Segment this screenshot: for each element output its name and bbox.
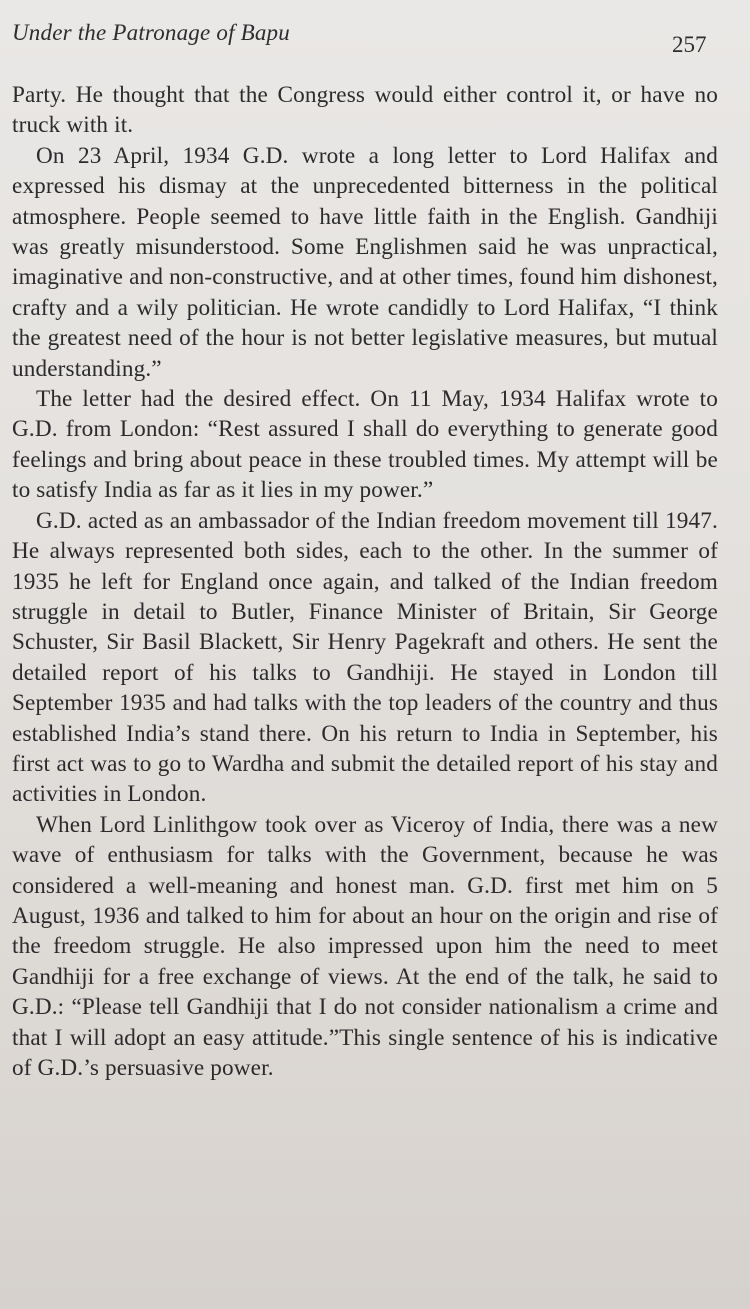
page-number: 257 — [672, 32, 707, 57]
body-text — [12, 80, 718, 1083]
paragraph-halifax-letter: On 23 April, 1934 G.D. wrote a long letter to Lord Halifax and expressed his dismay at the unprecedented bitterness in the political atmosphere. People seemed to have little faith in the English. Gandhiji was greatly misunderstood. Some Englishmen said he was unpractical, imaginative and non-constructive, and at other times, found him dishonest, crafty and a wily politician. He wrote candidly to Lord Halifax, “I think the greatest need of the hour is not better legislative measures, but mutual understanding.” — [12, 142, 718, 382]
paragraph-letter-effect: The letter had the desired effect. On 11 May, 1934 Halifax wrote to G.D. from London: “Rest assured I shall do everything to generate good feelings and bring about peace in these troubled times. My attempt will be to satisfy India as far as it lies in my power.” — [12, 386, 718, 504]
paragraph-continued: Party. He thought that the Congress would either control it, or have no truck with it. — [12, 82, 718, 139]
running-head-title: Under the Patronage of Bapu — [12, 20, 290, 45]
paragraph-linlithgow: When Lord Linlithgow took over as Viceroy of India, there was a new wave of enthusiasm for talks with the Government, because he was considered a well-meaning and honest man. G.D. first met him on 5 August, 1936 and talked to him for about an hour on the origin and rise of the freedom struggle. He also impressed upon him the need to meet Gandhiji for a free exchange of views. At the end of the talk, he said to G.D.: “Please tell Gandhiji that I do not consider nationalism a crime and that I will adopt an easy attitude.”This single sentence of his is indicative of G.D.’s persuasive power. — [12, 811, 718, 1081]
paragraph-ambassador: G.D. acted as an ambassador of the Indian freedom movement till 1947. He always represented both sides, each to the other. In the summer of 1935 he left for England once again, and talked of the Indian freedom struggle in detail to Butler, Finance Minister of Britain, Sir George Schuster, Sir Basil Blackett, Sir Henry Pagekraft and others. He sent the detailed report of his talks to Gandhiji. He stayed in London till September 1935 and had talks with the top leaders of the country and thus established India’s stand there. On his return to India in September, his first act was to go to Wardha and submit the detailed report of his stay and activities in London. — [12, 507, 718, 808]
